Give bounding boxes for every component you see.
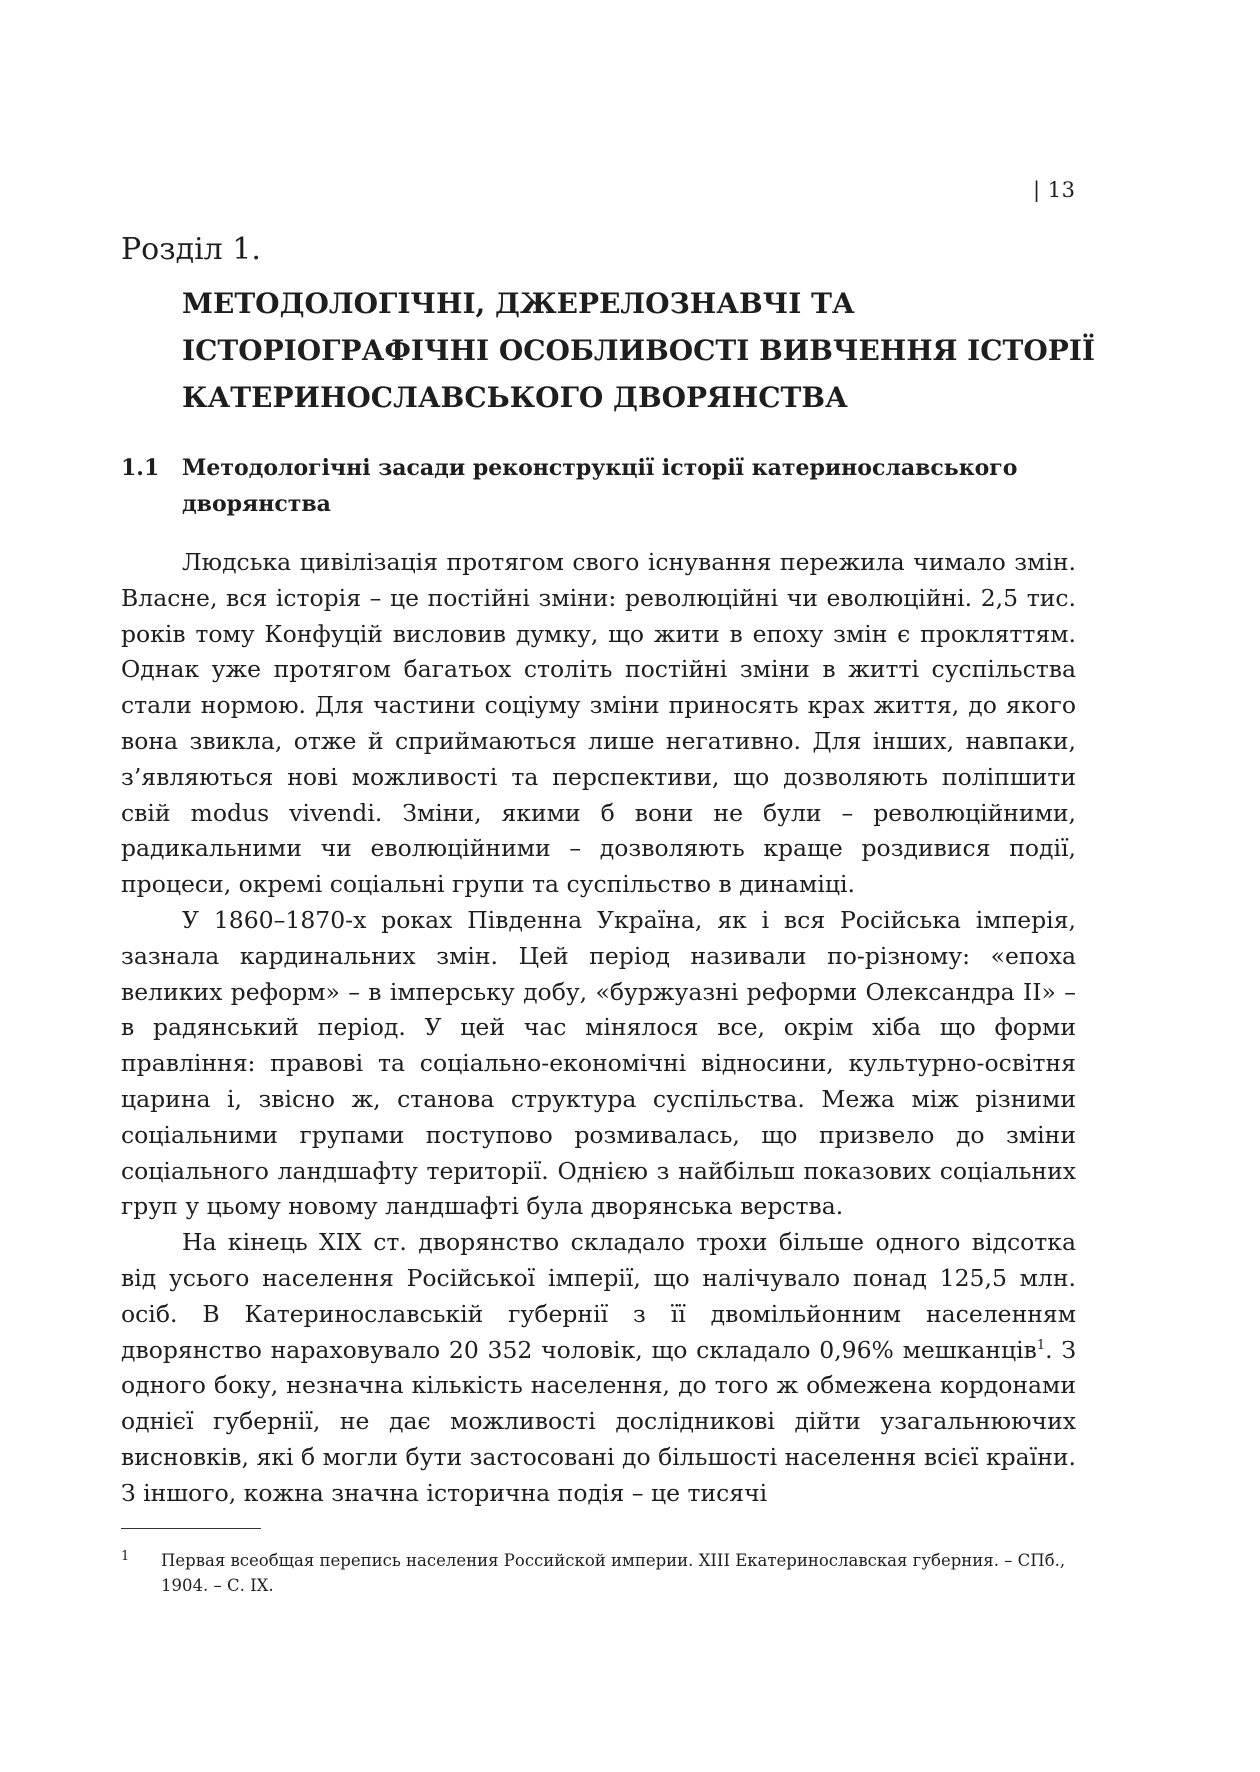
chapter-title-line-3: КАТЕРИНОСЛАВСЬКОГО ДВОРЯНСТВА xyxy=(182,381,848,414)
paragraph-3 xyxy=(121,1225,1076,1511)
chapter-title-line-1: МЕТОДОЛОГІЧНІ, ДЖЕРЕЛОЗНАВЧІ ТА xyxy=(182,287,855,320)
page-number: | 13 xyxy=(1033,178,1076,202)
paragraph-1: Людська цивілізація протягом свого існування пережила чимало змін. Власне, вся історія – це постійні зміни: революційні чи еволюційні. 2,5 тис. років тому Конфуцій висловив думку, що жити в епоху змін є прокляттям. Однак уже протягом багатьох століть постійні зміни в житті суспільства стали нормою. Для частини соціуму зміни приносять крах життя, до якого вона звикла, отже й сприймаються лише негативно. Для інших, навпаки, з’являються нові можливості та перспективи, що дозволяють поліпшити свій modus vivendi. Зміни, якими б вони не були – революційними, радикальними чи еволюційними – дозволяють краще роздивися події, процеси, окремі соціальні групи та суспільство в динаміці. xyxy=(121,548,1076,899)
paragraph-2: У 1860–1870-х роках Південна Україна, як і вся Російська імперія, зазнала кардинальних змін. Цей період називали по-різному: «епоха великих реформ» – в імперську добу, «буржуазні реформи Олександра ІІ» – в радянський період. У цей час мінялося все, окрім хіба що форми правління: правові та соціально-економічні відносини, культурно-освітня царина і, звісно ж, станова структура суспільства. Межа між різними соціальними групами поступово розмивалась, що призвело до зміни соціального ландшафту території. Однією з найбільш показових соціальних груп у цьому новому ландшафті була дворянська верства. xyxy=(121,905,1076,1221)
footnote-text: Первая всеобщая перепись населения Российской империи. XIII Екатеринославская губерния. – СПб., 1904. – С. IX. xyxy=(161,1551,1066,1595)
chapter-title xyxy=(182,280,1096,421)
paragraph-3-text-start: На кінець ХІХ ст. дворянство складало трохи більше одного відсотка від усього населення Російської імперії, що налічувало понад 125,5 млн. осіб. В Катеринославській губернії з її двомільйонним населенням дворянство нараховувало 20 352 чоловік, що складало 0,96% мешканців xyxy=(121,1228,1076,1364)
body-text xyxy=(121,545,1076,1512)
chapter-label: Розділ 1. xyxy=(121,232,261,267)
paragraph-3-text-end: . З одного боку, незначна кількість населення, до того ж обмежена кордонами однієї губернії, не дає можливості дослідникові дійти узагальнюючих висновків, які б могли бути застосовані до більшості населення всієї країни. З іншого, кожна значна історична подія – це тисячі xyxy=(121,1335,1076,1507)
section-title: Методологічні засади реконструкції історії катеринославського дворянства xyxy=(182,455,1018,517)
footnote-reference[interactable]: 1 xyxy=(1036,1337,1046,1353)
footnote-marker: 1 xyxy=(121,1549,130,1564)
footnote-divider xyxy=(121,1528,261,1529)
chapter-title-line-2: ІСТОРІОГРАФІЧНІ ОСОБЛИВОСТІ ВИВЧЕННЯ ІСТОРІЇ xyxy=(182,334,1096,367)
section-number: 1.1 xyxy=(121,455,160,481)
